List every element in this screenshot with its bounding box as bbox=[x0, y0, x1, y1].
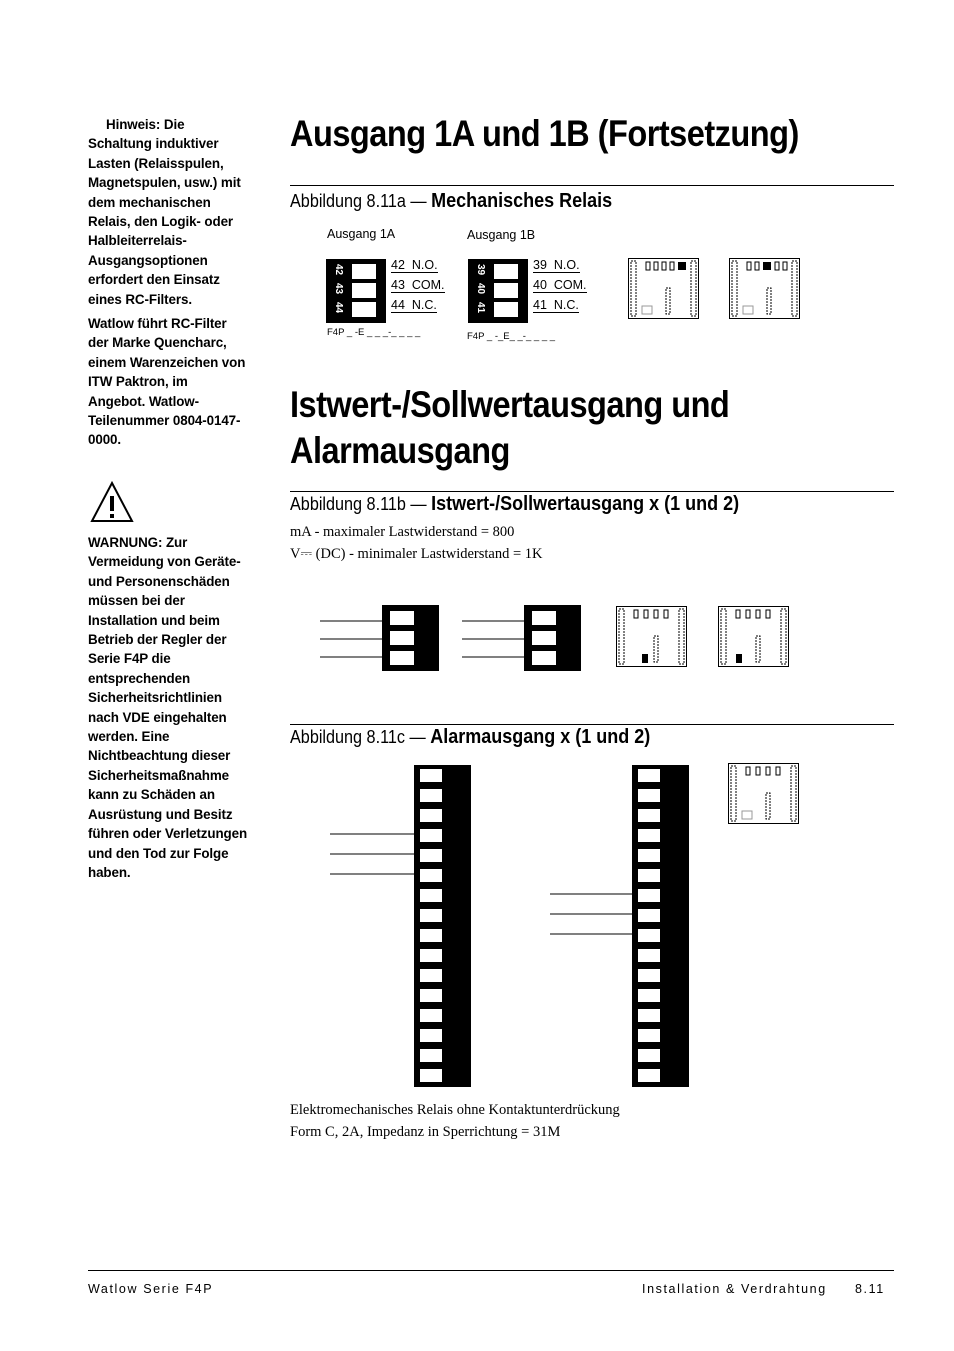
terminal-label: 43 COM. bbox=[391, 278, 445, 292]
note-line: dem mechanischen bbox=[88, 194, 211, 210]
warning-line: Vermeidung von Geräte- bbox=[88, 554, 241, 570]
terminal-slot bbox=[638, 1029, 660, 1042]
terminal-slot bbox=[420, 869, 442, 882]
terminal-slot bbox=[638, 869, 660, 882]
note-line: Magnetspulen, usw.) mit bbox=[88, 175, 241, 191]
terminal-slot bbox=[420, 909, 442, 922]
terminal-slot bbox=[638, 949, 660, 962]
analog-output-wiring-diagram bbox=[460, 605, 584, 671]
quencharc-line: 0000. bbox=[88, 432, 122, 448]
quencharc-line: der Marke Quencharc, bbox=[88, 335, 227, 351]
output-1b-label: Ausgang 1B bbox=[467, 228, 536, 242]
footer-left: Watlow Serie F4P bbox=[88, 1282, 214, 1296]
terminal-slot bbox=[638, 789, 660, 802]
spec-line: Form C, 2A, Impedanz in Sperrichtung = 31M bbox=[290, 1124, 561, 1140]
page-title: Ausgang 1A und 1B (Fortsetzung) bbox=[290, 113, 799, 154]
quencharc-line: ITW Paktron, im bbox=[88, 374, 188, 390]
terminal-slot bbox=[420, 809, 442, 822]
terminal-slot bbox=[420, 889, 442, 902]
pin-number: 40 bbox=[475, 282, 487, 295]
warning-line: haben. bbox=[88, 864, 131, 880]
warning-line: Sicherheitsrichtlinien bbox=[88, 690, 222, 706]
terminal-slot bbox=[638, 1069, 660, 1082]
section-rule bbox=[290, 491, 894, 492]
terminal-slot bbox=[638, 969, 660, 982]
terminal-slot bbox=[638, 1009, 660, 1022]
terminal-slot bbox=[638, 809, 660, 822]
warning-line: Serie F4P die bbox=[88, 651, 171, 667]
warning-line: Ausrüstung und Besitz bbox=[88, 806, 233, 822]
terminal-label: 44 N.C. bbox=[391, 298, 437, 312]
pin-number: 43 bbox=[333, 282, 345, 295]
terminal-slot bbox=[420, 849, 442, 862]
page-number: 8.11 bbox=[855, 1282, 885, 1296]
heading-line: Alarmausgang bbox=[290, 430, 510, 471]
terminal-slot bbox=[420, 989, 442, 1002]
pin-number: 41 bbox=[475, 301, 487, 314]
figure-label: Abbildung 8.11a — bbox=[290, 191, 432, 211]
terminal-slot bbox=[638, 909, 660, 922]
footer-rule bbox=[88, 1270, 894, 1271]
pin-number: 39 bbox=[475, 263, 487, 276]
warning-line: Betrieb der Regler der bbox=[88, 632, 227, 648]
terminal-slot bbox=[638, 989, 660, 1002]
warning-line: WARNUNG: Zur bbox=[88, 535, 188, 550]
note-line: Hinweis: Die bbox=[106, 117, 185, 132]
note-line: Ausgangsoptionen bbox=[88, 252, 208, 268]
terminal-slot bbox=[420, 1029, 442, 1042]
note-line: eines RC-Filters. bbox=[88, 291, 192, 307]
controller-rear-panel-diagram bbox=[718, 606, 789, 667]
warning-line: Nichtbeachtung dieser bbox=[88, 748, 231, 764]
sidebar-note bbox=[88, 115, 258, 309]
controller-rear-panel-diagram bbox=[729, 258, 800, 319]
warning-line: kann zu Schäden an bbox=[88, 787, 215, 803]
warning-icon bbox=[90, 480, 134, 524]
analog-output-wiring-diagram bbox=[318, 605, 442, 671]
heading-line: Istwert-/Sollwertausgang und bbox=[290, 384, 730, 425]
quencharc-line: Watlow führt RC-Filter bbox=[88, 316, 227, 331]
terminal-slot bbox=[420, 1069, 442, 1082]
warning-line: Sicherheitsmaßnahme bbox=[88, 767, 229, 783]
terminal-slot bbox=[420, 929, 442, 942]
section-heading bbox=[290, 382, 729, 474]
warning-line: werden. Eine bbox=[88, 729, 170, 745]
section-rule bbox=[290, 185, 894, 186]
spec-line: Elektromechanisches Relais ohne Kontaktunterdrückung bbox=[290, 1102, 620, 1118]
quencharc-line: einem Warenzeichen von bbox=[88, 354, 246, 370]
section-rule bbox=[290, 724, 894, 725]
warning-line: und den Tod zur Folge bbox=[88, 845, 229, 861]
figure-label: Abbildung 8.11b — bbox=[290, 494, 432, 514]
terminal-label: 39 N.O. bbox=[533, 258, 580, 272]
sidebar-warning bbox=[88, 533, 258, 882]
controller-rear-panel-diagram bbox=[728, 763, 799, 824]
terminal-slot bbox=[420, 949, 442, 962]
warning-line: müssen bei der bbox=[88, 593, 185, 609]
terminal-slot bbox=[638, 829, 660, 842]
figure-caption-b bbox=[290, 493, 739, 516]
model-number: F4P _ -E _ _ _-_ _ _ _ bbox=[327, 327, 421, 338]
warning-line: entsprechenden bbox=[88, 670, 191, 686]
figure-caption-c bbox=[290, 726, 650, 749]
terminal-slot bbox=[420, 969, 442, 982]
terminal-label: 40 COM. bbox=[533, 278, 587, 292]
controller-rear-panel-diagram bbox=[628, 258, 699, 319]
controller-rear-panel-diagram bbox=[616, 606, 687, 667]
output-1a-label: Ausgang 1A bbox=[327, 227, 396, 241]
terminal-slot bbox=[420, 1049, 442, 1062]
warning-line: nach VDE eingehalten bbox=[88, 709, 227, 725]
spec-line: mA - maximaler Lastwiderstand = 800 bbox=[290, 524, 515, 540]
terminal-slot bbox=[638, 769, 660, 782]
warning-line: führen oder Verletzungen bbox=[88, 826, 248, 842]
model-number: F4P _ -_E_ _-_ _ _ _ bbox=[467, 331, 556, 342]
figure-label: Abbildung 8.11c — bbox=[290, 727, 431, 747]
terminal-slot bbox=[638, 1049, 660, 1062]
note-line: Lasten (Relaisspulen, bbox=[88, 155, 224, 171]
footer-section: Installation & Verdrahtung bbox=[642, 1282, 827, 1296]
sidebar-quencharc bbox=[88, 314, 258, 450]
pin-number: 44 bbox=[333, 301, 345, 314]
figure-caption-a bbox=[290, 190, 612, 213]
terminal-slot bbox=[638, 849, 660, 862]
note-line: Schaltung induktiver bbox=[88, 136, 219, 152]
figure-title: Mechanisches Relais bbox=[431, 190, 613, 212]
warning-line: Installation und beim bbox=[88, 612, 220, 628]
warning-line: und Personenschäden bbox=[88, 573, 230, 589]
note-line: Relais, den Logik- oder bbox=[88, 214, 234, 230]
figure-title: Istwert-/Sollwertausgang x (1 und 2) bbox=[431, 493, 740, 515]
alarm-terminal-strip bbox=[550, 765, 690, 1087]
note-line: erfordert den Einsatz bbox=[88, 272, 220, 288]
terminal-slot bbox=[420, 1009, 442, 1022]
quencharc-line: Angebot. Watlow- bbox=[88, 393, 199, 409]
pin-number: 42 bbox=[333, 263, 345, 276]
figure-title: Alarmausgang x (1 und 2) bbox=[430, 726, 651, 748]
terminal-label: 42 N.O. bbox=[391, 258, 438, 272]
terminal-slot bbox=[420, 789, 442, 802]
spec-line: V⎓ (DC) - minimaler Lastwiderstand = 1K bbox=[290, 546, 543, 562]
terminal-slot bbox=[638, 929, 660, 942]
note-line: Halbleiterrelais- bbox=[88, 233, 187, 249]
terminal-slot bbox=[420, 829, 442, 842]
terminal-slot bbox=[638, 889, 660, 902]
quencharc-line: Teilenummer 0804-0147- bbox=[88, 413, 241, 429]
alarm-terminal-strip bbox=[330, 765, 472, 1087]
terminal-slot bbox=[420, 769, 442, 782]
terminal-label: 41 N.C. bbox=[533, 298, 579, 312]
